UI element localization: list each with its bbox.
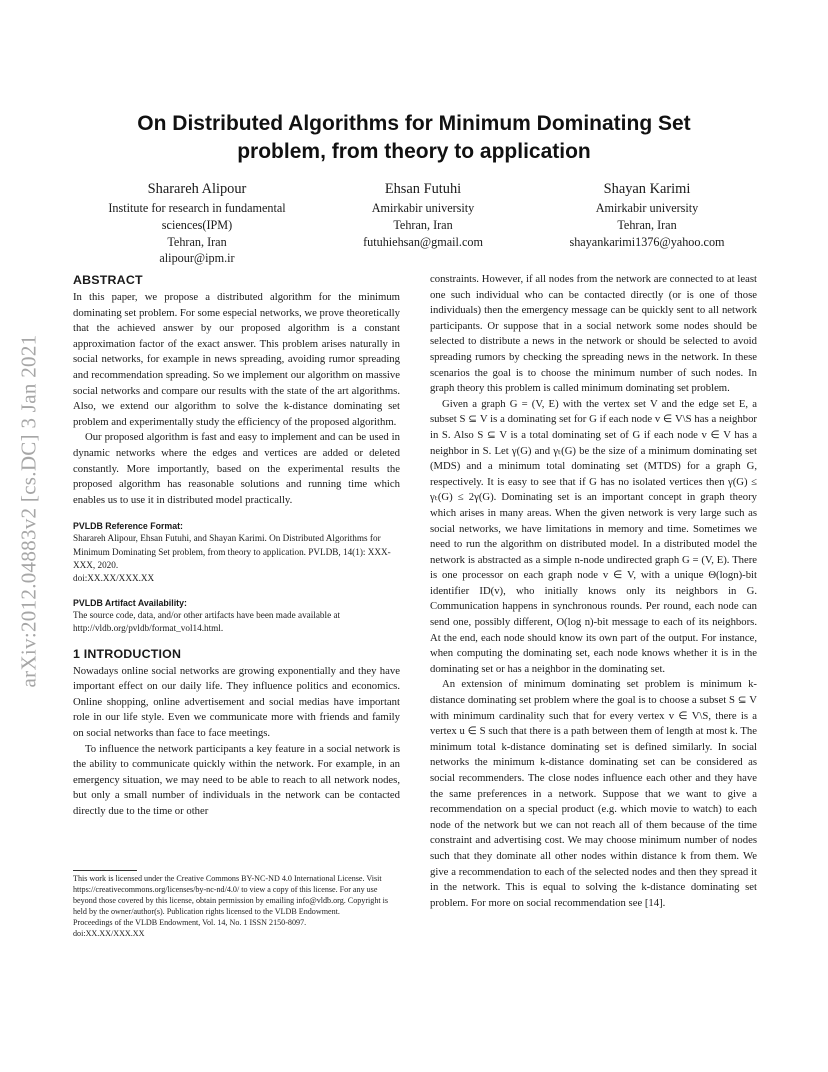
- author-name: Shayan Karimi: [603, 181, 691, 197]
- reference-format-text: Sharareh Alipour, Ehsan Futuhi, and Shayan Karimi. On Distributed Algorithms for Minimum Dominating Set problem, from theory to application. PVLDB, 14(1): XXX-XXX, 2020.: [73, 533, 391, 570]
- author-2: [338, 180, 508, 250]
- footnote: [73, 874, 400, 939]
- artifact-heading: PVLDB Artifact Availability:: [73, 598, 187, 609]
- author-affiliation: Institute for research in fundamental: [108, 201, 286, 215]
- right-paragraph-1: constraints. However, if all nodes from the network are connected to at least one such individual who can be contacted directly (or is one of those individuals) then the emergency message can be quickly sent to all network participants. Or suppose that in a social network some nodes should be selected to distribute a news in the network or should be selected to avoid spreading rumors by checking the spreading news in the network. In these scenarios the goal is to choose the minimum number of such nodes. In graph theory this problem is called minimum dominating set problem.: [430, 273, 757, 395]
- title-line-1: On Distributed Algorithms for Minimum Dominating Set: [137, 112, 691, 135]
- author-3: [538, 180, 756, 250]
- author-location: Tehran, Iran: [617, 217, 677, 232]
- footnote-doi: doi:XX.XX/XXX.XX: [73, 928, 145, 938]
- author-affiliation: Amirkabir university: [371, 201, 475, 215]
- footnote-license: This work is licensed under the Creative Commons BY-NC-ND 4.0 International License. Visit https://creativecommons.org/licenses/by-nc-nd/4.0/ to view a copy of this license. For any use beyond those covered by this license, obtain permission by emailing info@vldb.org. Copyright is held by the owner/author(s). Publication rights licensed to the VLDB Endowment.: [73, 874, 389, 916]
- footnote-rule: [73, 870, 137, 871]
- author-location: Tehran, Iran: [393, 217, 453, 232]
- arxiv-stamp-text: arXiv:2012.04883v2 [cs.DC] 3 Jan 2021: [16, 334, 41, 688]
- intro-paragraph-2: To influence the network participants a key feature in a social network is the ability to communicate quickly within the network. For example, in an emergency situation, we may need to be able to reach to all network nodes, but only a small number of individuals in the network can be contacted directly due to the time or other: [73, 742, 400, 817]
- abstract-paragraph-2: Our proposed algorithm is fast and easy to implement and can be used in dynamic networks where the edges and vertices are added or deleted constantly. More importantly, based on the experimental results the proposed algorithm has reasonable solutions and running time which enables us to use it in distributed model practically.: [73, 431, 400, 506]
- author-1: [72, 180, 322, 267]
- left-column: [73, 272, 400, 819]
- paper-title: [72, 110, 756, 166]
- intro-paragraph-1: Nowadays online social networks are growing exponentially and they have important effect on our daily life. They influence politics and economics. Online shopping, online advertisement and social medias have important role in our life style. Even we communicate more with friends and family on social networks than face to face meetings.: [73, 664, 400, 739]
- abstract-paragraph-1: In this paper, we propose a distributed algorithm for the minimum dominating set problem. For some especial networks, we prove theoretically that the achieved answer by our proposed algorithm is a constant approximation factor of the exact answer. This problem arises naturally in social networks, for example in news spreading, avoiding rumor spreading and recommendation spreading. So we implement our algorithm on massive social networks and compare our results with the state of the art algorithms. Also, we extend our algorithm to solve the k-distance dominating set problem and experimentally study the efficiency of the proposed algorithm.: [73, 291, 400, 428]
- author-email: futuhiehsan@gmail.com: [363, 234, 483, 249]
- author-name: Ehsan Futuhi: [384, 181, 462, 197]
- author-affiliation-cont: sciences(IPM): [161, 217, 233, 232]
- author-email: shayankarimi1376@yahoo.com: [569, 234, 725, 249]
- abstract-heading: ABSTRACT: [73, 273, 143, 287]
- artifact-text: The source code, data, and/or other artifacts have been made available at http://vldb.org/pvldb/format_vol14.html.: [73, 610, 341, 634]
- footnote-proceedings: Proceedings of the VLDB Endowment, Vol. 14, No. 1 ISSN 2150-8097.: [73, 917, 307, 927]
- right-paragraph-3: An extension of minimum dominating set problem is minimum k-distance dominating set problem where the goal is to choose a subset S ⊆ V with minimum cardinality such that for every vertex v ∈ V\S, there is a vertex u ∈ S such that there is a path between them of length at most k. The minimum total k-distance dominating set is defined similarly. In social networks the minimum k-distance dominating set can be considered as social recommenders. The close nodes influence each other and they have the same preferences in a network. Suppose that we want to give a recommendation on a special product (e.g. which movie to watch) to each node of the network but we can not reach all of them because of the time constraint and advertising cost. We may choose minimum number of nodes such that they dominate all other nodes within distance k from them. We give a recommendation to each of the selected nodes and then they spread it in the network. This is equal to solving the k-distance dominating set problem. For more on social recommendation see [14].: [430, 678, 757, 909]
- title-line-2: problem, from theory to application: [237, 140, 591, 163]
- reference-format-doi: doi:XX.XX/XXX.XX: [73, 572, 155, 583]
- author-name: Sharareh Alipour: [147, 181, 247, 197]
- reference-format-heading: PVLDB Reference Format:: [73, 521, 183, 532]
- introduction-heading: 1 INTRODUCTION: [73, 646, 182, 661]
- right-column: [430, 272, 757, 911]
- author-email: alipour@ipm.ir: [159, 251, 235, 266]
- author-location: Tehran, Iran: [167, 234, 227, 249]
- author-affiliation: Amirkabir university: [595, 201, 699, 215]
- right-paragraph-2: Given a graph G = (V, E) with the vertex set V and the edge set E, a subset S ⊆ V is a dominating set for G if each node v ∈ V\S has a neighbor in S. Also S ⊆ V is a total dominating set of G if each node v ∈ V has a neighbor in S. Let γ(G) and γₜ(G) be the size of a minimum dominating set (MDS) and a minimum total dominating set (MTDS) for a graph G, respectively. It is easy to see that if G has no isolated vertices then γ(G) ≤ γₜ(G) ≤ 2γ(G). Dominating set is an important concept in graph theory which arises in many areas. When the given network is very large such as social networks, we have limitations in memory and time. Sometimes we need to run the algorithm on distributed model. In a distributed model the network is abstracted as a simple n-node undirected graph G = (V, E). There is one processor on each graph node v ∈ V, with a unique Θ(logn)-bit identifier ID(v), who initially knows only its neighbors in G. Communication happens in synchronous rounds. Per round, each node can send one, possibly different, O(log n)-bit message to each of its neighbors. At the end, each node should know its own part of the output. For instance, when computing the dominating set, each node knows whether it is in the dominating set or has a neighbor in the dominating set.: [430, 397, 757, 675]
- author-block: [72, 180, 756, 264]
- arxiv-stamp: [14, 268, 44, 754]
